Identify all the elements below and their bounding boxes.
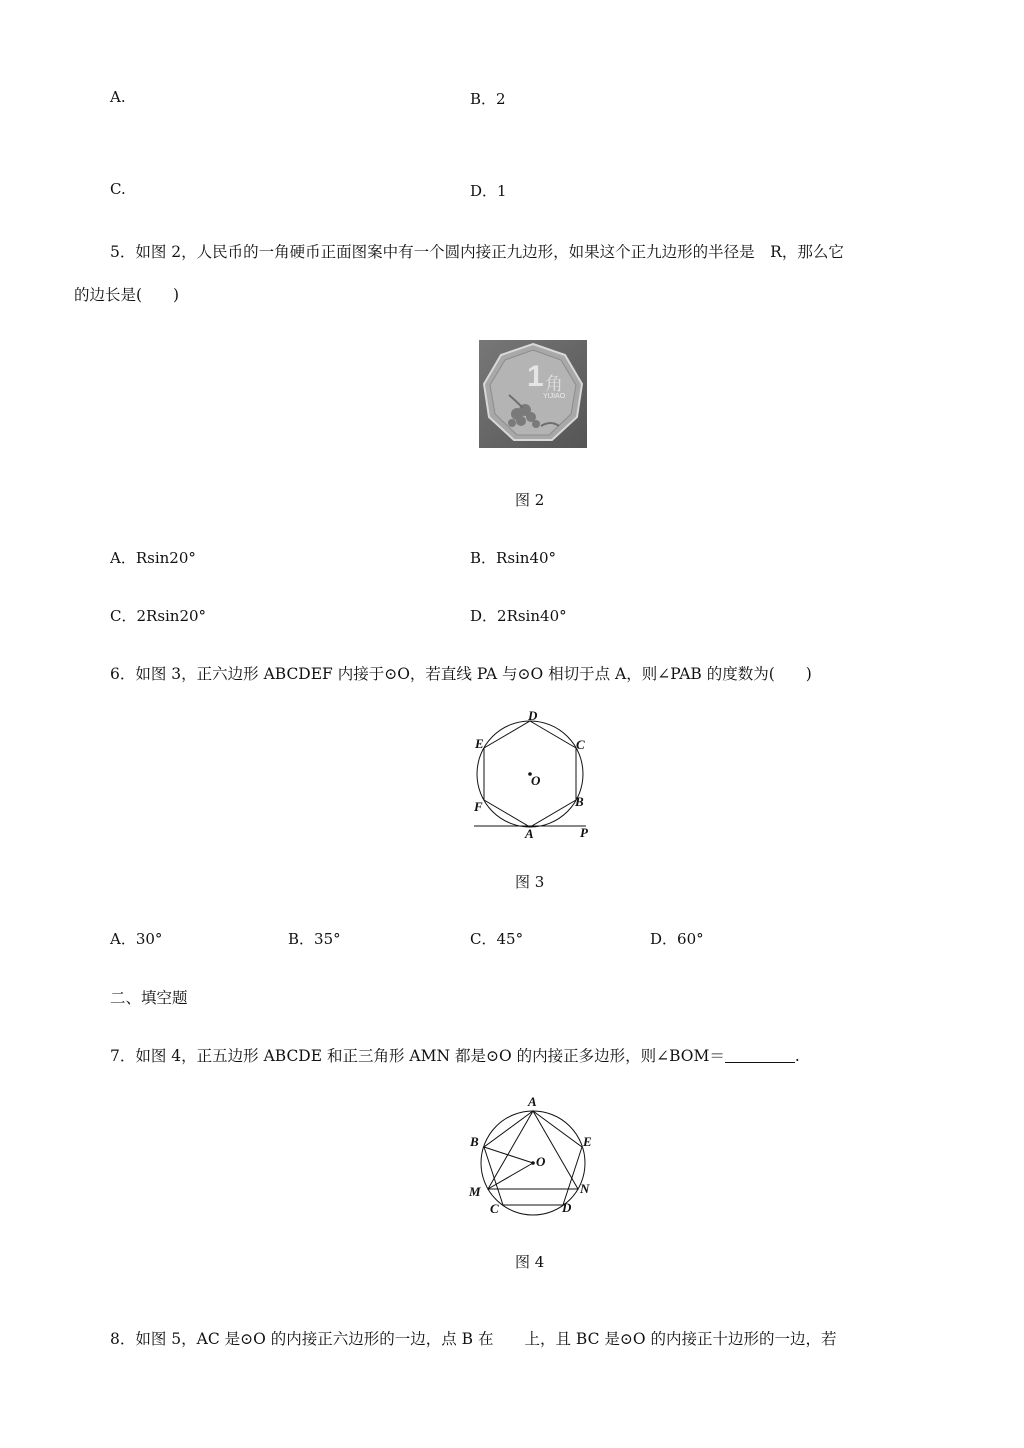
q4-option-a: A. bbox=[110, 88, 126, 106]
q5-option-d: D．2Rsin40° bbox=[470, 607, 567, 625]
fig4-label-b: B bbox=[470, 1134, 479, 1149]
q6-option-d: D．60° bbox=[650, 930, 704, 948]
figure-4-caption: 图 4 bbox=[515, 1253, 545, 1271]
q5-text-line2: 的边长是( ) bbox=[74, 286, 180, 304]
fig3-label-c: C bbox=[576, 737, 585, 752]
q5-option-b: B．Rsin40° bbox=[470, 549, 557, 567]
q6-text: 6．如图 3，正六边形 ABCDEF 内接于⊙O，若直线 PA 与⊙O 相切于点 A，则∠PAB 的度数为( ) bbox=[110, 665, 812, 683]
coin-pinyin: YIJIAO bbox=[543, 393, 566, 400]
fig3-label-b: B bbox=[575, 794, 584, 809]
fig4-label-o: O bbox=[536, 1154, 546, 1169]
q5-text-line1: 5．如图 2，人民币的一角硬币正面图案中有一个圆内接正九边形，如果这个正九边形的半径是 R，那么它 bbox=[110, 243, 844, 261]
coin-character: 角 bbox=[545, 374, 563, 395]
fig4-label-e: E bbox=[583, 1134, 592, 1149]
fig4-label-a: A bbox=[528, 1094, 537, 1109]
fig3-label-a: A bbox=[525, 826, 534, 841]
fig4-label-n: N bbox=[580, 1181, 590, 1196]
q7-answer-blank bbox=[725, 1048, 795, 1063]
fig3-label-p: P bbox=[580, 825, 588, 840]
fig3-label-f: F bbox=[474, 799, 483, 814]
q7-text bbox=[110, 1044, 800, 1066]
q7-text-main: 7．如图 4，正五边形 ABCDE 和正三角形 AMN 都是⊙O 的内接正多边形，则∠BOM＝ bbox=[110, 1047, 725, 1065]
fig3-label-e: E bbox=[475, 736, 484, 751]
q4-option-d: D．1 bbox=[470, 182, 507, 200]
section-heading-fill-blank: 二、填空题 bbox=[110, 989, 188, 1007]
fig3-label-d: D bbox=[528, 708, 538, 723]
fig4-label-c: C bbox=[490, 1201, 499, 1216]
q5-option-c: C．2Rsin20° bbox=[110, 607, 207, 625]
q6-option-c: C．45° bbox=[470, 930, 524, 948]
q6-option-b: B．35° bbox=[288, 930, 341, 948]
coin-denomination: 1 bbox=[527, 360, 544, 393]
fig3-label-o: O bbox=[531, 773, 541, 788]
q8-text: 8．如图 5，AC 是⊙O 的内接正六边形的一边，点 B 在 上，且 BC 是⊙O 的内接正十边形的一边，若 bbox=[110, 1330, 837, 1348]
figure-3-caption: 图 3 bbox=[515, 873, 545, 891]
coin-photo bbox=[479, 340, 587, 448]
q4-option-b: B．2 bbox=[470, 90, 506, 108]
q5-option-a: A．Rsin20° bbox=[110, 549, 196, 567]
coin-nonagon-icon bbox=[479, 340, 587, 448]
q4-option-c: C. bbox=[110, 180, 126, 198]
figure-2-caption: 图 2 bbox=[515, 491, 545, 509]
fig4-label-d: D bbox=[562, 1200, 572, 1215]
q6-option-a: A．30° bbox=[110, 930, 163, 948]
fig4-label-m: M bbox=[469, 1184, 481, 1199]
q7-text-end: . bbox=[794, 1047, 800, 1065]
